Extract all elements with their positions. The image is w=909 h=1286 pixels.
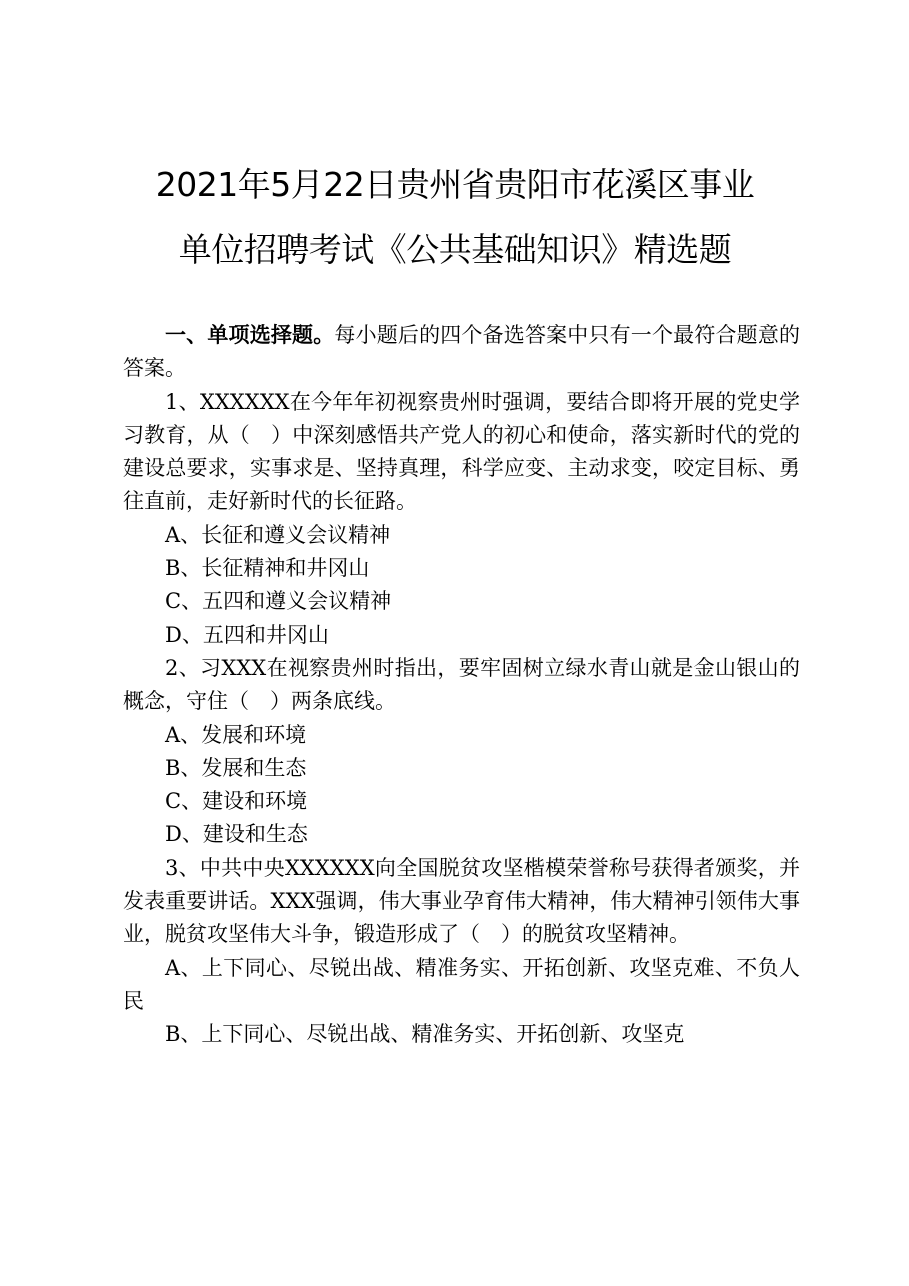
document-title-line-2: 单位招聘考试《公共基础知识》精选题: [178, 230, 732, 269]
section-intro: [123, 318, 800, 386]
question-2-option-a: A、发展和环境: [165, 722, 307, 747]
question-2-option-c: C、建设和环境: [165, 789, 308, 814]
document-title-line-1: 2021年5月22日贵州省贵阳市花溪区事业: [155, 165, 755, 204]
question-1-stem: 1、XXXXXX在今年年初视察贵州时强调，要结合即将开展的党史学习教育，从（ ）中深刻感悟共产党人的初心和使命，落实新时代的党的建设总要求，实事求是、坚持真理，科学应变、主动求变，咬定目标、勇往直前，走好新时代的长征路。: [123, 389, 800, 514]
question-3-option-a: A、上下同心、尽锐出战、精准务实、开拓创新、攻坚克难、不负人民: [123, 955, 800, 1013]
section-instruction: 每小题后的四个备选答案中只有一个最符合题意的答案。: [123, 323, 801, 381]
question-1-option-b: B、长征精神和井冈山: [165, 556, 370, 581]
question-1-option-a: A、长征和遵义会议精神: [165, 522, 391, 547]
question-3-option-b: B、上下同心、尽锐出战、精准务实、开拓创新、攻坚克: [165, 1022, 685, 1047]
question-1-option-d: D、五四和井冈山: [165, 622, 329, 647]
question-3-stem: 3、中共中央XXXXXX向全国脱贫攻坚楷模荣誉称号获得者颁奖，并发表重要讲话。XXX强调，伟大事业孕育伟大精神，伟大精神引领伟大事业，脱贫攻坚伟大斗争，锻造形成了（ ）的脱贫攻坚精神。: [123, 855, 800, 947]
question-2-stem: 2、习XXX在视察贵州时指出，要牢固树立绿水青山就是金山银山的概念，守住（ ）两条底线。: [123, 655, 800, 714]
section-heading: 一、单项选择题。: [165, 322, 335, 347]
document-body: [123, 318, 800, 1052]
question-2-option-b: B、发展和生态: [165, 755, 307, 780]
question-2-option-d: D、建设和生态: [165, 822, 308, 847]
question-1-option-c: C、五四和遵义会议精神: [165, 589, 392, 614]
